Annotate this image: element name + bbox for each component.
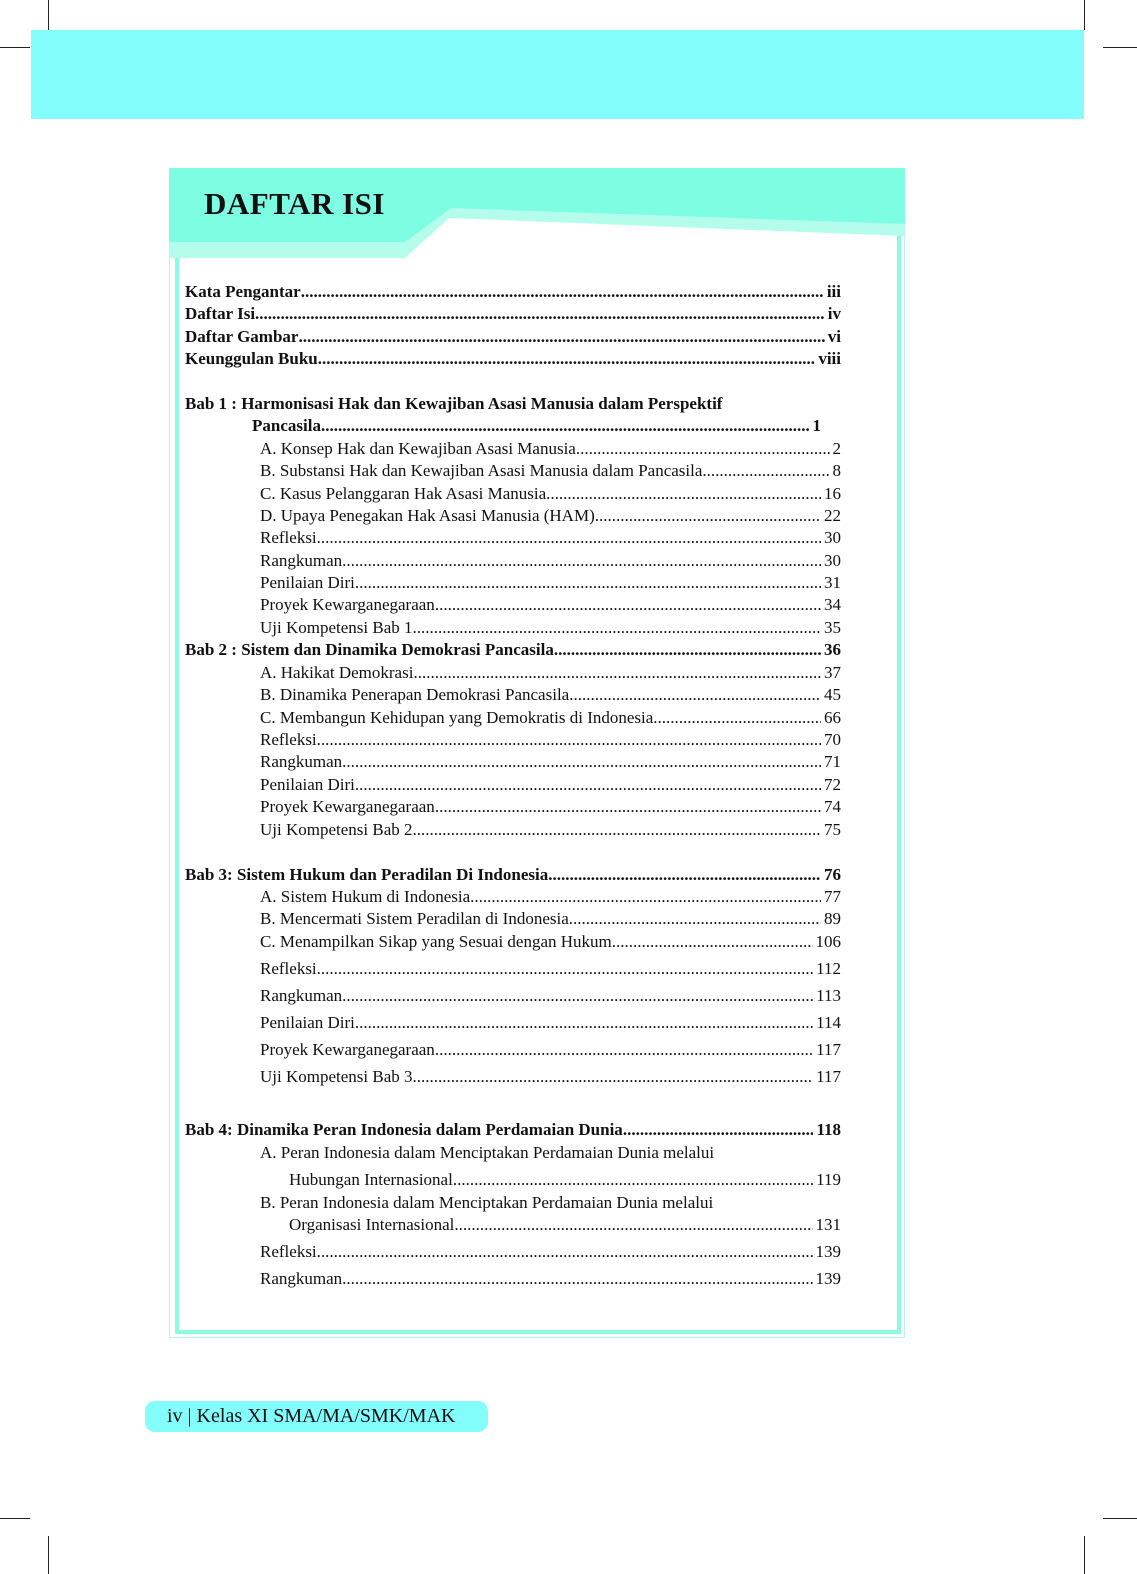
toc-entry-label: Organisasi Internasional	[289, 1215, 455, 1234]
dot-leader	[413, 1067, 814, 1087]
toc-entry-label: D. Upaya Penegakan Hak Asasi Manusia (HAM)	[260, 506, 595, 525]
dot-leader	[435, 595, 821, 615]
toc-entry-label: C. Kasus Pelanggaran Hak Asasi Manusia	[260, 484, 547, 503]
dot-leader	[623, 1120, 814, 1140]
dot-leader	[355, 775, 821, 795]
toc-entry	[260, 1269, 841, 1289]
toc-entry-page: 76	[824, 865, 841, 884]
dot-leader	[569, 909, 821, 929]
toc-entry-label: Refleksi	[260, 959, 317, 978]
toc-entry-label: Rangkuman	[260, 986, 343, 1005]
toc-entry-page: 31	[824, 573, 841, 592]
toc-entry-page: 75	[824, 820, 841, 839]
toc-entry-label: Penilaian Diri	[260, 1013, 355, 1032]
toc-entry	[260, 573, 841, 593]
toc-entry-page: 114	[816, 1013, 841, 1032]
toc-entry-page: viii	[818, 349, 841, 368]
toc-entry	[260, 1143, 717, 1163]
toc-entry-label: Penilaian Diri	[260, 573, 355, 592]
toc-entry-label: Hubungan Internasional	[289, 1170, 453, 1189]
crop-mark	[48, 0, 49, 30]
toc-entry-page: 70	[824, 730, 841, 749]
dot-leader	[318, 349, 816, 369]
dot-leader	[355, 1013, 813, 1033]
dot-leader	[317, 959, 813, 979]
toc-entry-label: Bab 3: Sistem Hukum dan Peradilan Di Indonesia	[185, 865, 549, 884]
crop-mark	[0, 1518, 30, 1519]
toc-entry	[260, 986, 841, 1006]
toc-entry-label: Refleksi	[260, 1242, 317, 1261]
toc-entry-label: Bab 1 : Harmonisasi Hak dan Kewajiban Asasi Manusia dalam Perspektif	[185, 394, 723, 413]
toc-entry-label: B. Dinamika Penerapan Demokrasi Pancasila	[260, 685, 570, 704]
toc-entry-page: 34	[824, 595, 841, 614]
toc-entry-page: 112	[816, 959, 841, 978]
toc-entry-label: C. Menampilkan Sikap yang Sesuai dengan Hukum	[260, 932, 612, 951]
toc-entry	[260, 959, 841, 979]
crop-mark	[1103, 1518, 1137, 1519]
dot-leader	[342, 551, 821, 571]
dot-leader	[569, 685, 821, 705]
toc-entry-label: A. Sistem Hukum di Indonesia	[260, 887, 471, 906]
toc-entry-page: 1	[812, 416, 821, 435]
toc-entry-label: B. Peran Indonesia dalam Menciptakan Perdamaian Dunia melalui	[260, 1193, 714, 1212]
dot-leader	[595, 506, 821, 526]
toc-entry	[260, 663, 841, 683]
toc-entry-page: 118	[816, 1120, 841, 1139]
toc-entry-page: 2	[832, 439, 841, 458]
dot-leader	[435, 797, 821, 817]
toc-entry	[260, 528, 841, 548]
toc-entry-label: Uji Kompetensi Bab 2	[260, 820, 413, 839]
toc-entry-page: 117	[816, 1067, 841, 1086]
toc-entry-page: 30	[824, 528, 841, 547]
dot-leader	[413, 820, 821, 840]
toc-entry	[260, 439, 841, 459]
dot-leader	[554, 640, 821, 660]
toc-entry-page: 30	[824, 551, 841, 570]
toc-entry	[185, 327, 841, 347]
toc-entry-label: A. Peran Indonesia dalam Menciptakan Perdamaian Dunia melalui	[260, 1143, 715, 1162]
toc-entry	[260, 506, 841, 526]
toc-entry-label: Keunggulan Buku	[185, 349, 318, 368]
dot-leader	[454, 1215, 812, 1235]
toc-entry-page: 117	[816, 1040, 841, 1059]
page-title: DAFTAR ISI	[204, 186, 385, 221]
toc-entry	[260, 820, 841, 840]
dot-leader	[317, 730, 821, 750]
toc-entry	[260, 484, 841, 504]
toc-entry-page: 139	[815, 1269, 841, 1288]
toc-entry-page: 77	[824, 887, 841, 906]
toc-entry	[185, 865, 841, 885]
toc-entry-label: Proyek Kewarganegaraan	[260, 595, 435, 614]
top-color-band	[31, 30, 1084, 119]
dot-leader	[470, 887, 821, 907]
dot-leader	[342, 752, 821, 772]
toc-entry-page: 119	[816, 1170, 841, 1189]
dot-leader	[653, 708, 821, 728]
toc-entry	[260, 1193, 716, 1213]
toc-entry-page: 8	[832, 461, 841, 480]
toc-entry-label: Bab 4: Dinamika Peran Indonesia dalam Perdamaian Dunia	[185, 1120, 623, 1139]
crop-mark	[0, 47, 30, 48]
dot-leader	[321, 416, 810, 436]
toc-entry-page: 22	[824, 506, 841, 525]
dot-leader	[255, 304, 825, 324]
dot-leader	[702, 461, 829, 481]
dot-leader	[576, 439, 830, 459]
toc-entry	[252, 416, 821, 436]
toc-entry	[185, 394, 725, 414]
toc-entry-label: Uji Kompetensi Bab 3	[260, 1067, 413, 1086]
toc-entry	[185, 1120, 841, 1140]
toc-entry-page: 72	[824, 775, 841, 794]
toc-entry-page: 16	[824, 484, 841, 503]
toc-entry	[289, 1215, 841, 1235]
footer-text: iv | Kelas XI SMA/MA/SMK/MAK	[167, 1405, 456, 1427]
toc-entry-label: A. Konsep Hak dan Kewajiban Asasi Manusia	[260, 439, 576, 458]
dot-leader	[298, 327, 824, 347]
toc-entry-page: 36	[824, 640, 841, 659]
toc-entry	[289, 1170, 841, 1190]
toc-entry	[260, 1242, 841, 1262]
toc-entry-page: 66	[824, 708, 841, 727]
dot-leader	[355, 573, 821, 593]
crop-mark	[1103, 47, 1137, 48]
toc-entry-label: B. Substansi Hak dan Kewajiban Asasi Manusia dalam Pancasila	[260, 461, 703, 480]
toc-entry-page: 35	[824, 618, 841, 637]
toc-entry-label: Refleksi	[260, 528, 317, 547]
toc-entry-page: 139	[815, 1242, 841, 1261]
dot-leader	[612, 932, 813, 952]
toc-entry-page: 89	[824, 909, 841, 928]
dot-leader	[317, 528, 821, 548]
toc-entry	[260, 909, 841, 929]
crop-mark	[48, 1536, 49, 1574]
crop-mark	[1084, 1536, 1085, 1574]
dot-leader	[413, 618, 821, 638]
toc-entry-page: 37	[824, 663, 841, 682]
toc-entry-label: Kata Pengantar	[185, 282, 301, 301]
toc-entry	[260, 752, 841, 772]
dot-leader	[413, 663, 821, 683]
crop-mark	[1084, 0, 1085, 30]
toc-entry-page: 45	[824, 685, 841, 704]
dot-leader	[317, 1242, 813, 1262]
toc-entry	[260, 708, 841, 728]
toc-entry-label: Penilaian Diri	[260, 775, 355, 794]
toc-entry	[260, 775, 841, 795]
toc-entry-label: Daftar Gambar	[185, 327, 299, 346]
toc-entry	[260, 595, 841, 615]
toc-entry	[260, 932, 841, 952]
dot-leader	[546, 484, 821, 504]
toc-entry	[185, 349, 841, 369]
toc-entry	[260, 1067, 841, 1087]
toc-entry	[260, 618, 841, 638]
toc-entry-page: 106	[815, 932, 841, 951]
toc-entry	[260, 551, 841, 571]
toc-entry-label: Uji Kompetensi Bab 1	[260, 618, 413, 637]
dot-leader	[435, 1040, 813, 1060]
toc-entry-label: Refleksi	[260, 730, 317, 749]
toc-entry-label: A. Hakikat Demokrasi	[260, 663, 414, 682]
dot-leader	[342, 1269, 812, 1289]
toc-entry	[260, 887, 841, 907]
toc-entry-page: iv	[827, 304, 841, 323]
toc-entry-page: 113	[816, 986, 841, 1005]
toc-entry	[260, 1040, 841, 1060]
toc-entry-label: Rangkuman	[260, 1269, 343, 1288]
toc-entry	[260, 685, 841, 705]
dot-leader	[548, 865, 821, 885]
toc-entry-label: Rangkuman	[260, 551, 343, 570]
toc-entry	[260, 1013, 841, 1033]
toc-entry	[185, 304, 841, 324]
toc-entry-page: vi	[827, 327, 841, 346]
toc-entry	[185, 282, 841, 302]
toc-entry-page: iii	[826, 282, 841, 301]
toc-entry-label: Proyek Kewarganegaraan	[260, 797, 435, 816]
toc-entry-page: 74	[824, 797, 841, 816]
toc-entry-label: Proyek Kewarganegaraan	[260, 1040, 435, 1059]
toc-entry	[260, 461, 841, 481]
dot-leader	[342, 986, 813, 1006]
toc-entry	[260, 797, 841, 817]
toc-entry	[260, 730, 841, 750]
toc-entry-label: Bab 2 : Sistem dan Dinamika Demokrasi Pancasila	[185, 640, 554, 659]
toc-entry-label: C. Membangun Kehidupan yang Demokratis di Indonesia	[260, 708, 654, 727]
toc-entry	[185, 640, 841, 660]
dot-leader	[301, 282, 824, 302]
toc-entry-label: Daftar Isi	[185, 304, 256, 323]
toc-entry-label: Pancasila	[252, 416, 321, 435]
dot-leader	[453, 1170, 813, 1190]
toc-entry-page: 131	[815, 1215, 841, 1234]
toc-entry-label: Rangkuman	[260, 752, 343, 771]
toc-entry-label: B. Mencermati Sistem Peradilan di Indonesia	[260, 909, 569, 928]
toc-entry-page: 71	[824, 752, 841, 771]
